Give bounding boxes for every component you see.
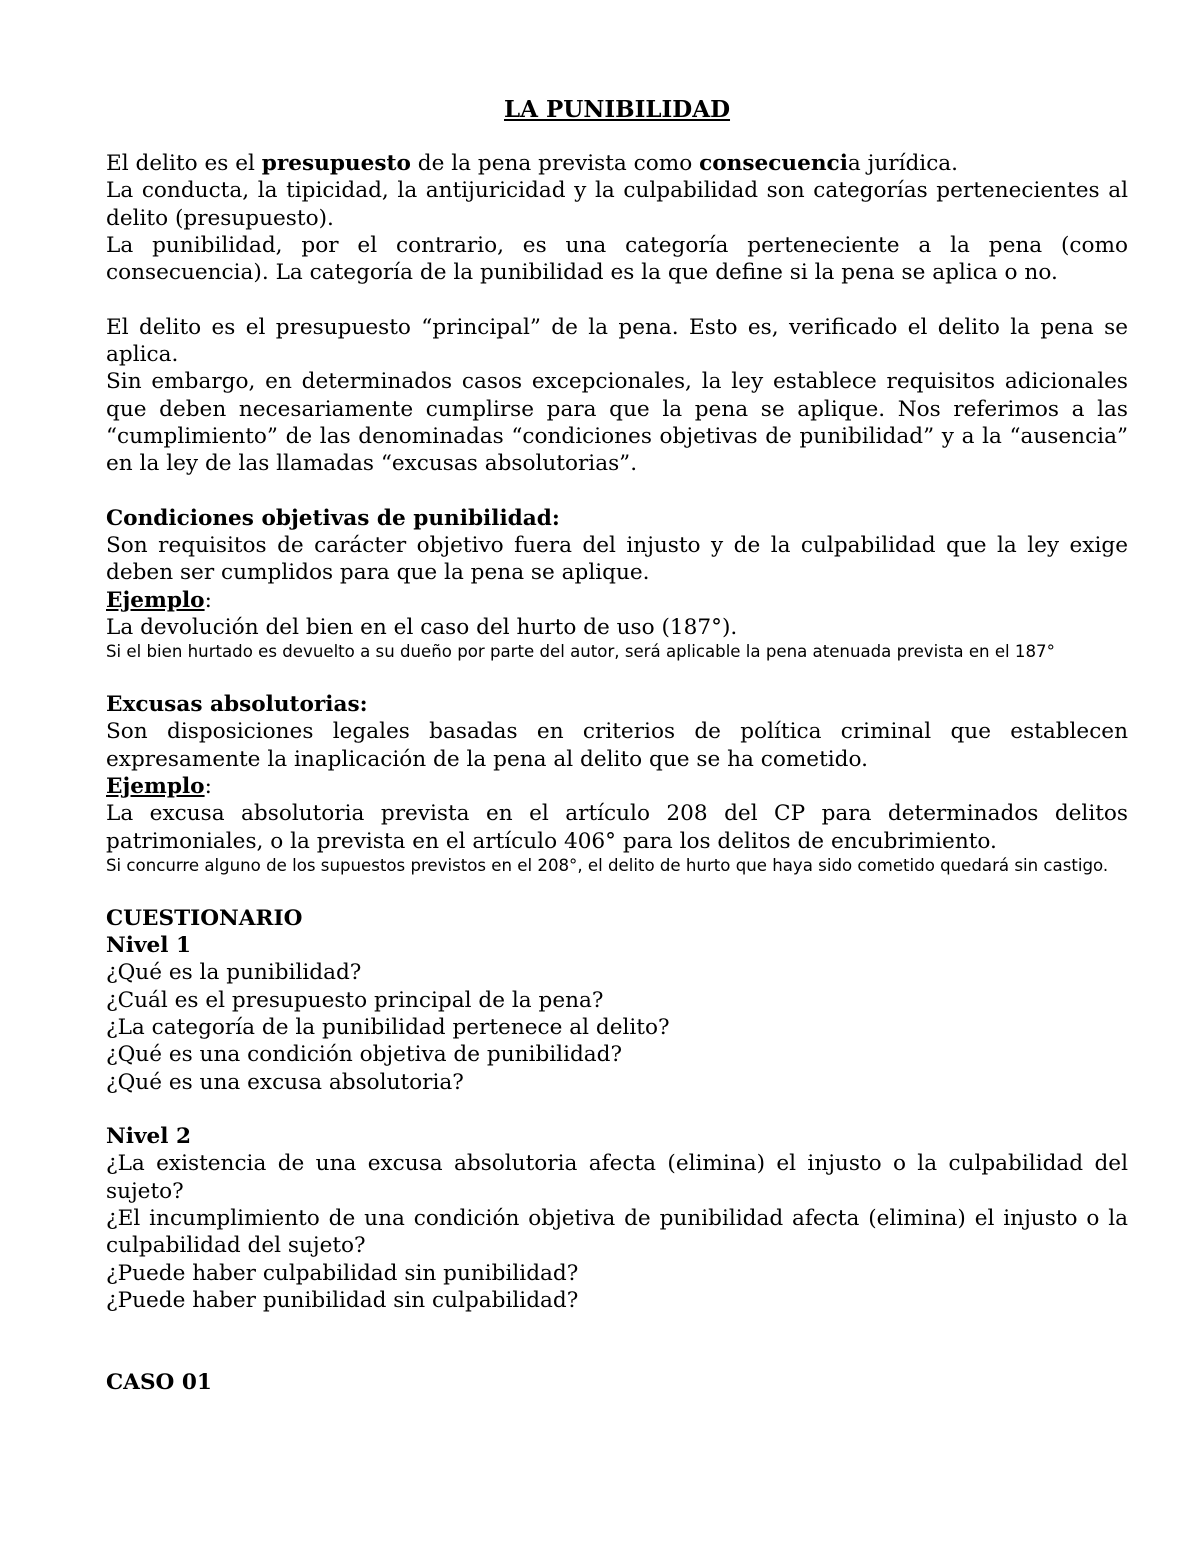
excusas-heading: Excusas absolutorias: <box>106 692 368 718</box>
excusas-note: Si concurre alguno de los supuestos previstos en el 208°, el delito de hurto que haya sido cometido quedará sin castigo. <box>106 855 1109 875</box>
intro-paragraph-1 <box>106 150 1128 177</box>
caso-heading: CASO 01 <box>106 1369 212 1395</box>
document-title: LA PUNIBILIDAD <box>503 96 731 123</box>
condiciones-text: Son requisitos de carácter objetivo fuera del injusto y de la culpabilidad que la ley exige deben ser cumplidos para que la pena se aplique. <box>106 533 1128 586</box>
spacer <box>106 664 1128 691</box>
question: ¿Qué es una condición objetiva de punibilidad? <box>106 1042 623 1068</box>
spacer <box>106 478 1128 505</box>
condiciones-example-text: La devolución del bien en el caso del hurto de uso (187°). <box>106 615 738 641</box>
nivel2-label: Nivel 2 <box>106 1124 191 1150</box>
cuestionario-heading: CUESTIONARIO <box>106 905 303 931</box>
example-label: Ejemplo <box>106 587 205 613</box>
intro-text-a: El delito es el <box>106 151 262 176</box>
question: ¿Puede haber punibilidad sin culpabilidad? <box>106 1287 579 1313</box>
condiciones-note: Si el bien hurtado es devuelto a su dueño por parte del autor, será aplicable la pena atenuada prevista en el 187° <box>106 642 1055 662</box>
condiciones-example-label <box>106 587 1128 614</box>
excusas-example-text: La excusa absolutoria prevista en el artículo 208 del CP para determinados delitos patrimoniales, o la prevista en el artículo 406° para los delitos de encubrimiento. <box>106 801 1128 854</box>
question: ¿El incumplimiento de una condición objetiva de punibilidad afecta (elimina) el injusto o la culpabilidad del sujeto? <box>106 1205 1128 1259</box>
excusas-example-label <box>106 773 1128 800</box>
intro-paragraph-2: La conducta, la tipicidad, la antijuricidad y la culpabilidad son categorías pertenecientes al delito (presupuesto). <box>106 178 1128 231</box>
question: ¿Qué es la punibilidad? <box>106 960 362 986</box>
spacer <box>106 877 1128 904</box>
section2-paragraph-2: Sin embargo, en determinados casos excepcionales, la ley establece requisitos adicionales que deben necesariamente cumplirse para que la pena se aplique. Nos referimos a las “cumplimiento” de las denominadas “condiciones objetivas de punibilidad” y a la “ausencia” en la ley de las llamadas “excusas absolutorias”. <box>106 369 1128 477</box>
question: ¿La existencia de una excusa absolutoria afecta (elimina) el injusto o la culpabilidad del sujeto? <box>106 1151 1128 1204</box>
spacer <box>106 286 1128 313</box>
condiciones-heading: Condiciones objetivas de punibilidad: <box>106 505 560 531</box>
question: ¿Qué es una excusa absolutoria? <box>106 1069 464 1095</box>
example-colon: : <box>204 587 212 613</box>
intro-bold-consecuencia: consecuenci <box>699 151 848 176</box>
spacer <box>106 1096 1128 1123</box>
intro-text-c: de la pena prevista como <box>410 151 700 176</box>
example-colon: : <box>204 774 212 800</box>
question: ¿Puede haber culpabilidad sin punibilidad? <box>106 1260 579 1286</box>
nivel1-label: Nivel 1 <box>106 933 191 959</box>
intro-text-e: a jurídica. <box>847 151 959 176</box>
excusas-text: Son disposiciones legales basadas en criterios de política criminal que establecen expresamente la inaplicación de la pena al delito que se ha cometido. <box>106 719 1128 772</box>
question: ¿Cuál es el presupuesto principal de la pena? <box>106 987 604 1013</box>
intro-bold-presupuesto: presupuesto <box>261 151 411 176</box>
spacer <box>106 1314 1128 1369</box>
section2-paragraph-1: El delito es el presupuesto “principal” de la pena. Esto es, verificado el delito la pena se aplica. <box>106 314 1128 368</box>
intro-paragraph-3: La punibilidad, por el contrario, es una categoría perteneciente a la pena (como consecuencia). La categoría de la punibilidad es la que define si la pena se aplica o no. <box>106 232 1128 286</box>
question: ¿La categoría de la punibilidad pertenece al delito? <box>106 1014 670 1040</box>
example-label: Ejemplo <box>106 774 205 800</box>
document-page <box>106 96 1128 1396</box>
